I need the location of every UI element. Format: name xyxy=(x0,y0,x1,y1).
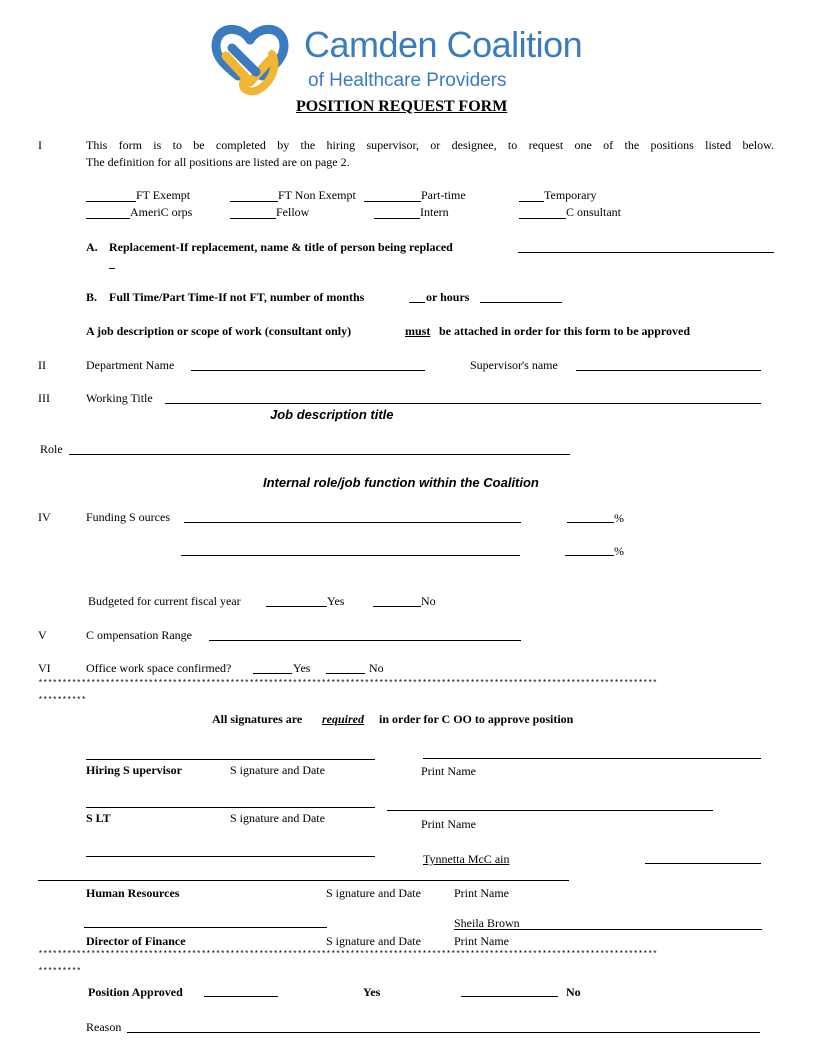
intro-line-1: This form is to be completed by the hiring supervisor, or designee, to request one of the positions listed below. xyxy=(86,138,774,152)
hr-signature-line-upper[interactable] xyxy=(86,856,375,857)
hours-field[interactable] xyxy=(480,302,562,303)
option-americorps: AmeriC orps xyxy=(130,205,193,219)
percent-sign-2: % xyxy=(614,544,624,558)
replacement-field-cont[interactable] xyxy=(109,268,115,269)
department-field[interactable] xyxy=(191,370,425,371)
compensation-label: C ompensation Range xyxy=(86,628,192,642)
approved-no: No xyxy=(566,985,581,999)
section-num-4: IV xyxy=(38,510,51,524)
reason-field[interactable] xyxy=(127,1032,760,1033)
finance-print-line[interactable] xyxy=(454,929,762,930)
item-a-label: A. xyxy=(86,240,98,254)
divider-stars-3: ********************************************************************************************************************************* xyxy=(38,950,658,959)
intern-blank[interactable] xyxy=(374,218,420,219)
hiring-supervisor-print[interactable] xyxy=(423,758,761,759)
hr-signature[interactable] xyxy=(38,880,569,881)
intro-line-2: The definition for all positions are listed are on page 2. xyxy=(86,155,350,169)
coalition-logo xyxy=(210,18,610,98)
heart-logo-icon xyxy=(210,18,290,98)
approved-no-blank[interactable] xyxy=(461,996,558,997)
funding-percent-2[interactable] xyxy=(565,555,614,556)
signatures-heading-required: required xyxy=(322,712,364,726)
hiring-supervisor-label: Hiring S upervisor xyxy=(86,763,183,777)
item-a-text: Replacement-If replacement, name & title of person being replaced xyxy=(109,240,453,254)
funding-label: Funding S ources xyxy=(86,510,170,524)
consultant-blank[interactable] xyxy=(519,218,566,219)
divider-stars-1: ********************************************************************************************************************************* xyxy=(38,679,658,688)
working-title-field[interactable] xyxy=(165,403,761,404)
office-label: Office work space confirmed? xyxy=(86,661,232,675)
logo-name-line2: of Healthcare Providers xyxy=(308,70,507,91)
section-num-1: I xyxy=(38,138,42,152)
budgeted-label: Budgeted for current fiscal year xyxy=(88,594,241,608)
hiring-print-name-label: Print Name xyxy=(421,764,476,778)
finance-printed-name: Sheila Brown xyxy=(454,916,520,930)
months-field[interactable] xyxy=(409,302,425,303)
funding-percent-1[interactable] xyxy=(567,522,614,523)
reason-label: Reason xyxy=(86,1020,122,1034)
section-num-5: V xyxy=(38,628,47,642)
slt-print-name-label: Print Name xyxy=(421,817,476,831)
option-fellow: Fellow xyxy=(276,205,310,219)
section-num-3: III xyxy=(38,391,50,405)
funding-source-1[interactable] xyxy=(184,522,521,523)
option-ft-non-exempt: FT Non Exempt xyxy=(278,188,356,202)
supervisor-label: Supervisor's name xyxy=(470,358,558,372)
position-approved-label: Position Approved xyxy=(88,985,183,999)
office-no-blank[interactable] xyxy=(326,673,365,674)
role-label: Role xyxy=(40,442,63,456)
hiring-sig-date-label: S ignature and Date xyxy=(230,763,325,777)
hiring-supervisor-signature[interactable] xyxy=(86,759,375,760)
ft-non-exempt-blank[interactable] xyxy=(230,201,278,202)
compensation-field[interactable] xyxy=(209,640,521,641)
approved-yes-blank[interactable] xyxy=(204,996,278,997)
divider-stars-2: ********** xyxy=(38,696,87,705)
role-field[interactable] xyxy=(69,454,570,455)
americorps-blank[interactable] xyxy=(86,218,130,219)
working-title-label: Working Title xyxy=(86,391,153,405)
slt-sig-date-label: S ignature and Date xyxy=(230,811,325,825)
slt-signature[interactable] xyxy=(86,807,375,808)
percent-sign-1: % xyxy=(614,511,624,525)
ft-exempt-blank[interactable] xyxy=(86,201,136,202)
option-ft-exempt: FT Exempt xyxy=(136,188,191,202)
hr-sig-date-label: S ignature and Date xyxy=(326,886,421,900)
slt-label: S LT xyxy=(86,811,111,825)
role-hint: Internal role/job function within the Coalition xyxy=(263,475,539,490)
item-b-label: B. xyxy=(86,290,98,304)
supervisor-field[interactable] xyxy=(576,370,761,371)
fellow-blank[interactable] xyxy=(230,218,276,219)
attach-text-prefix: A job description or scope of work (consultant only) xyxy=(86,324,352,338)
department-label: Department Name xyxy=(86,358,175,372)
finance-print-name-label: Print Name xyxy=(454,934,509,948)
office-yes-blank[interactable] xyxy=(253,673,292,674)
logo-name-line1: Camden Coalition xyxy=(304,24,583,65)
attach-text-suffix: be attached in order for this form to be approved xyxy=(439,324,690,338)
item-b-text: Full Time/Part Time-If not FT, number of months xyxy=(109,290,365,304)
office-yes: Yes xyxy=(293,661,311,675)
budgeted-no: No xyxy=(421,594,436,608)
attach-text-must: must xyxy=(405,324,431,338)
budgeted-yes-blank[interactable] xyxy=(266,606,327,607)
hr-printed-name: Tynnetta McC ain xyxy=(423,852,510,866)
slt-print[interactable] xyxy=(387,810,713,811)
funding-source-2[interactable] xyxy=(181,555,520,556)
option-consultant: C onsultant xyxy=(566,205,622,219)
hr-date-field[interactable] xyxy=(645,863,761,864)
approved-yes: Yes xyxy=(363,985,381,999)
hr-label: Human Resources xyxy=(86,886,180,900)
option-part-time: Part-time xyxy=(421,188,466,202)
temporary-blank[interactable] xyxy=(519,201,544,202)
option-temporary: Temporary xyxy=(544,188,597,202)
budgeted-no-blank[interactable] xyxy=(373,606,421,607)
option-intern: Intern xyxy=(420,205,449,219)
divider-stars-4: ********* xyxy=(38,967,82,976)
finance-sig-date-label: S ignature and Date xyxy=(326,934,421,948)
signatures-heading-suffix: in order for C OO to approve position xyxy=(379,712,574,726)
finance-signature[interactable] xyxy=(84,927,327,928)
working-title-hint: Job description title xyxy=(270,407,394,422)
hr-print-name-label: Print Name xyxy=(454,886,509,900)
office-no: No xyxy=(369,661,384,675)
form-title: POSITION REQUEST FORM xyxy=(296,98,508,115)
finance-label: Director of Finance xyxy=(86,934,186,948)
or-hours-label: or hours xyxy=(426,290,470,304)
part-time-blank[interactable] xyxy=(364,201,421,202)
replacement-field[interactable] xyxy=(518,252,774,253)
section-num-2: II xyxy=(38,358,46,372)
section-num-6: VI xyxy=(38,661,51,675)
signatures-heading-prefix: All signatures are xyxy=(212,712,303,726)
budgeted-yes: Yes xyxy=(327,594,345,608)
